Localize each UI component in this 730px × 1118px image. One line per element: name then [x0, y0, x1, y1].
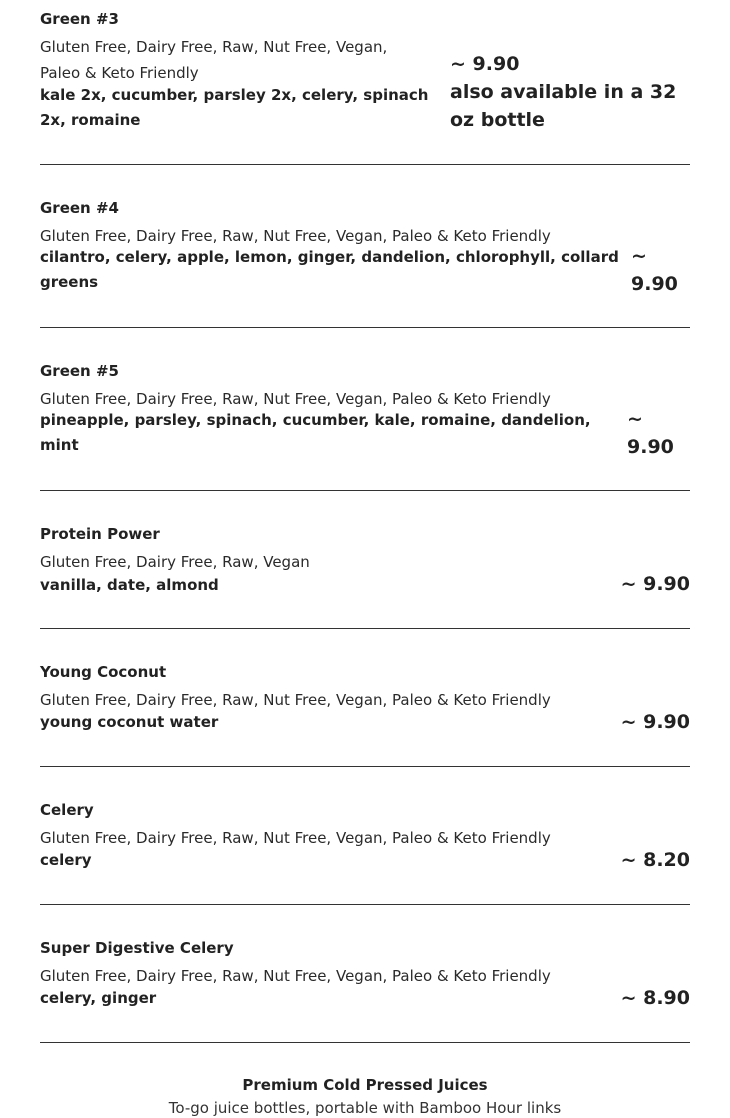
- menu-item-green-3[interactable]: [40, 10, 690, 140]
- item-dietary-tags: Gluten Free, Dairy Free, Raw, Nut Free, Vegan, Paleo & Keto Friendly: [40, 691, 551, 709]
- item-ingredients: celery: [40, 851, 92, 869]
- item-price: ~ 9.90: [620, 573, 690, 595]
- item-price: ~ 9.90: [631, 245, 678, 295]
- menu-item-protein-power[interactable]: [40, 525, 690, 605]
- item-price: ~ 9.90: [450, 53, 520, 75]
- item-price: ~ 8.20: [620, 849, 690, 871]
- item-dietary-tags: Gluten Free, Dairy Free, Raw, Nut Free, Vegan, Paleo & Keto Friendly: [40, 829, 551, 847]
- item-dietary-tags: Gluten Free, Dairy Free, Raw, Vegan: [40, 553, 310, 571]
- item-ingredients: young coconut water: [40, 713, 219, 731]
- menu-item-green-4[interactable]: [40, 199, 690, 309]
- item-divider: [40, 904, 690, 905]
- item-price: ~ 8.90: [620, 987, 690, 1009]
- item-size-note: also available in a 32 oz bottle: [450, 81, 677, 131]
- item-ingredients: pineapple, parsley, spinach, cucumber, kale, romaine, dandelion, mint: [40, 411, 591, 454]
- menu-item-green-5[interactable]: [40, 362, 690, 472]
- item-name: Young Coconut: [40, 663, 167, 681]
- item-divider: [40, 628, 690, 629]
- section-subtitle: To-go juice bottles, portable with Bamboo Hour links: [168, 1099, 562, 1117]
- item-ingredients: celery, ginger: [40, 989, 157, 1007]
- item-divider: [40, 766, 690, 767]
- item-divider: [40, 1042, 690, 1043]
- item-name: Green #4: [40, 199, 119, 217]
- item-name: Green #5: [40, 362, 119, 380]
- item-price: ~ 9.90: [620, 711, 690, 733]
- item-price: ~ 9.90: [627, 408, 674, 458]
- item-dietary-tags: Gluten Free, Dairy Free, Raw, Nut Free, Vegan, Paleo & Keto Friendly: [40, 227, 551, 245]
- item-name: Super Digestive Celery: [40, 939, 234, 957]
- item-dietary-tags: Gluten Free, Dairy Free, Raw, Nut Free, Vegan, Paleo & Keto Friendly: [40, 390, 551, 408]
- item-divider: [40, 327, 690, 328]
- item-divider: [40, 164, 690, 165]
- section-title: Premium Cold Pressed Juices: [242, 1076, 488, 1094]
- item-divider: [40, 490, 690, 491]
- item-ingredients: vanilla, date, almond: [40, 576, 219, 594]
- menu-item-celery[interactable]: [40, 801, 690, 881]
- item-ingredients: kale 2x, cucumber, parsley 2x, celery, spinach 2x, romaine: [40, 86, 429, 129]
- item-name: Green #3: [40, 10, 119, 28]
- item-name: Celery: [40, 801, 94, 819]
- menu-item-young-coconut[interactable]: [40, 663, 690, 743]
- item-dietary-tags: Gluten Free, Dairy Free, Raw, Nut Free, Vegan, Paleo & Keto Friendly: [40, 967, 551, 985]
- menu-item-super-digestive-celery[interactable]: [40, 939, 690, 1019]
- item-name: Protein Power: [40, 525, 160, 543]
- item-dietary-tags: Gluten Free, Dairy Free, Raw, Nut Free, Vegan, Paleo & Keto Friendly: [40, 38, 388, 82]
- item-ingredients: cilantro, celery, apple, lemon, ginger, dandelion, chlorophyll, collard greens: [40, 248, 619, 291]
